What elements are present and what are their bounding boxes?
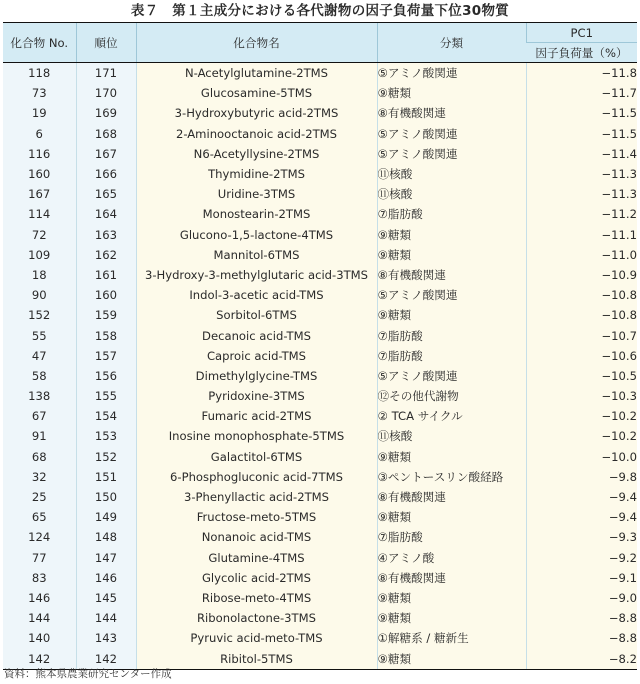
cell-compound-no: 19 [3, 103, 76, 123]
cell-compound-no: 142 [3, 648, 76, 669]
cell-compound-no: 167 [3, 184, 76, 204]
cell-compound-no: 91 [3, 426, 76, 446]
cell-compound-no: 32 [3, 467, 76, 487]
cell-rank: 168 [76, 124, 136, 144]
cell-compound-name: Monostearin-2TMS [136, 204, 377, 224]
cell-loading: −9.1 [526, 568, 637, 588]
cell-rank: 170 [76, 83, 136, 103]
table-row [3, 305, 637, 325]
cell-loading: −8.2 [526, 648, 637, 669]
cell-compound-no: 55 [3, 325, 76, 345]
cell-loading: −10.9 [526, 265, 637, 285]
table-row [3, 467, 637, 487]
header-compound-no: 化合物 No. [3, 23, 76, 63]
cell-rank: 151 [76, 467, 136, 487]
table-row [3, 184, 637, 204]
cell-class: ⑪核酸 [377, 164, 526, 184]
cell-compound-no: 144 [3, 608, 76, 628]
cell-class: ⑪核酸 [377, 426, 526, 446]
cell-compound-no: 140 [3, 628, 76, 648]
cell-rank: 144 [76, 608, 136, 628]
cell-class: ⑨糖類 [377, 588, 526, 608]
cell-loading: −9.0 [526, 588, 637, 608]
cell-compound-name: 3-Phenyllactic acid-2TMS [136, 487, 377, 507]
cell-loading: −11.8 [526, 63, 637, 84]
cell-class: ⑤アミノ酸関連 [377, 63, 526, 84]
cell-class: ⑨糖類 [377, 225, 526, 245]
cell-loading: −9.4 [526, 507, 637, 527]
cell-compound-name: Nonanoic acid-TMS [136, 527, 377, 547]
cell-compound-name: Fructose-meto-5TMS [136, 507, 377, 527]
cell-compound-name: N-Acetylglutamine-2TMS [136, 63, 377, 84]
cell-loading: −10.8 [526, 305, 637, 325]
table-row [3, 285, 637, 305]
cell-rank: 166 [76, 164, 136, 184]
cell-compound-no: 67 [3, 406, 76, 426]
cell-compound-name: Ribonolactone-3TMS [136, 608, 377, 628]
cell-compound-name: Fumaric acid-2TMS [136, 406, 377, 426]
cell-loading: −11.1 [526, 225, 637, 245]
cell-rank: 143 [76, 628, 136, 648]
cell-rank: 157 [76, 346, 136, 366]
cell-rank: 145 [76, 588, 136, 608]
cell-loading: −11.2 [526, 204, 637, 224]
cell-loading: −8.8 [526, 608, 637, 628]
cell-compound-no: 146 [3, 588, 76, 608]
cell-compound-name: Glucono-1,5-lactone-4TMS [136, 225, 377, 245]
cell-rank: 153 [76, 426, 136, 446]
cell-compound-name: 3-Hydroxybutyric acid-2TMS [136, 103, 377, 123]
cell-rank: 149 [76, 507, 136, 527]
cell-loading: −11.5 [526, 124, 637, 144]
cell-loading: −11.3 [526, 184, 637, 204]
cell-compound-no: 90 [3, 285, 76, 305]
table-row [3, 225, 637, 245]
table-row [3, 406, 637, 426]
cell-class: ⑫その他代謝物 [377, 386, 526, 406]
cell-compound-no: 72 [3, 225, 76, 245]
cell-rank: 147 [76, 548, 136, 568]
cell-compound-name: Glycolic acid-2TMS [136, 568, 377, 588]
cell-loading: −10.0 [526, 447, 637, 467]
table-row [3, 548, 637, 568]
cell-loading: −9.2 [526, 548, 637, 568]
cell-class: ⑨糖類 [377, 245, 526, 265]
cell-class: ⑤アミノ酸関連 [377, 285, 526, 305]
cell-loading: −10.5 [526, 366, 637, 386]
table-row [3, 426, 637, 446]
cell-compound-name: Glucosamine-5TMS [136, 83, 377, 103]
cell-loading: −10.6 [526, 346, 637, 366]
cell-loading: −9.8 [526, 467, 637, 487]
cell-loading: −11.5 [526, 103, 637, 123]
header-class: 分類 [377, 23, 526, 63]
cell-rank: 169 [76, 103, 136, 123]
cell-compound-no: 83 [3, 568, 76, 588]
cell-compound-no: 116 [3, 144, 76, 164]
cell-class: ⑨糖類 [377, 305, 526, 325]
cell-rank: 162 [76, 245, 136, 265]
cell-loading: −10.3 [526, 386, 637, 406]
cell-class: ⑨糖類 [377, 83, 526, 103]
table-row [3, 346, 637, 366]
cell-class: ⑤アミノ酸関連 [377, 366, 526, 386]
cell-rank: 152 [76, 447, 136, 467]
cell-compound-name: Decanoic acid-TMS [136, 325, 377, 345]
cell-compound-name: 6-Phosphogluconic acid-7TMS [136, 467, 377, 487]
cell-class: ⑦脂肪酸 [377, 325, 526, 345]
cell-compound-no: 118 [3, 63, 76, 84]
cell-compound-name: Dimethylglycine-TMS [136, 366, 377, 386]
cell-compound-no: 152 [3, 305, 76, 325]
cell-class: ② TCA サイクル [377, 406, 526, 426]
cell-rank: 163 [76, 225, 136, 245]
cell-rank: 165 [76, 184, 136, 204]
cell-class: ⑨糖類 [377, 648, 526, 669]
cell-compound-no: 18 [3, 265, 76, 285]
cell-rank: 156 [76, 366, 136, 386]
cell-loading: −10.2 [526, 406, 637, 426]
cell-compound-name: Sorbitol-6TMS [136, 305, 377, 325]
cell-compound-no: 124 [3, 527, 76, 547]
cell-loading: −9.4 [526, 487, 637, 507]
cell-rank: 161 [76, 265, 136, 285]
cell-rank: 148 [76, 527, 136, 547]
cell-compound-no: 68 [3, 447, 76, 467]
cell-compound-name: Thymidine-2TMS [136, 164, 377, 184]
cell-rank: 150 [76, 487, 136, 507]
cell-class: ⑧有機酸関連 [377, 568, 526, 588]
cell-compound-no: 25 [3, 487, 76, 507]
cell-compound-no: 58 [3, 366, 76, 386]
cell-compound-name: 2-Aminooctanoic acid-2TMS [136, 124, 377, 144]
cell-loading: −10.8 [526, 285, 637, 305]
table-row [3, 164, 637, 184]
table-row [3, 386, 637, 406]
cell-rank: 142 [76, 648, 136, 669]
cell-class: ⑧有機酸関連 [377, 103, 526, 123]
cell-class: ⑧有機酸関連 [377, 487, 526, 507]
cell-loading: −10.2 [526, 426, 637, 446]
cell-compound-name: Uridine-3TMS [136, 184, 377, 204]
cell-class: ⑨糖類 [377, 507, 526, 527]
table-row [3, 265, 637, 285]
cell-rank: 164 [76, 204, 136, 224]
cell-compound-no: 73 [3, 83, 76, 103]
table-row [3, 447, 637, 467]
table-row [3, 366, 637, 386]
cell-rank: 158 [76, 325, 136, 345]
cell-compound-name: N6-Acetyllysine-2TMS [136, 144, 377, 164]
header-pc1: PC1 [526, 23, 637, 43]
cell-compound-no: 47 [3, 346, 76, 366]
cell-compound-no: 77 [3, 548, 76, 568]
cell-compound-no: 109 [3, 245, 76, 265]
table-row [3, 124, 637, 144]
table-row [3, 63, 637, 84]
cell-rank: 160 [76, 285, 136, 305]
cell-class: ⑧有機酸関連 [377, 265, 526, 285]
table-row [3, 103, 637, 123]
cell-compound-name: Inosine monophosphate-5TMS [136, 426, 377, 446]
cell-class: ⑪核酸 [377, 184, 526, 204]
header-rank: 順位 [76, 23, 136, 63]
cell-loading: −11.4 [526, 144, 637, 164]
table-row [3, 83, 637, 103]
cell-compound-name: Pyruvic acid-meto-TMS [136, 628, 377, 648]
cell-rank: 159 [76, 305, 136, 325]
cell-rank: 155 [76, 386, 136, 406]
cell-rank: 146 [76, 568, 136, 588]
cell-loading: −11.0 [526, 245, 637, 265]
cell-compound-name: Ribose-meto-4TMS [136, 588, 377, 608]
cell-compound-no: 65 [3, 507, 76, 527]
cell-compound-name: Mannitol-6TMS [136, 245, 377, 265]
header-compound-name: 化合物名 [136, 23, 377, 63]
metabolite-table [3, 22, 637, 670]
cell-class: ⑤アミノ酸関連 [377, 124, 526, 144]
cell-rank: 167 [76, 144, 136, 164]
cell-class: ⑦脂肪酸 [377, 204, 526, 224]
cell-compound-name: Pyridoxine-3TMS [136, 386, 377, 406]
cell-compound-no: 114 [3, 204, 76, 224]
table-row [3, 487, 637, 507]
header-loading: 因子負荷量（%） [526, 43, 637, 63]
cell-compound-name: Indol-3-acetic acid-TMS [136, 285, 377, 305]
table-row [3, 527, 637, 547]
source-note: 資料：熊本県農業研究センター作成 [4, 668, 172, 680]
cell-class: ④アミノ酸 [377, 548, 526, 568]
cell-compound-name: Ribitol-5TMS [136, 648, 377, 669]
table-row [3, 568, 637, 588]
cell-compound-name: 3-Hydroxy-3-methylglutaric acid-3TMS [136, 265, 377, 285]
cell-class: ⑤アミノ酸関連 [377, 144, 526, 164]
table-row [3, 507, 637, 527]
table-row [3, 325, 637, 345]
table-title: 表７ 第１主成分における各代謝物の因子負荷量下位30物質 [130, 3, 510, 19]
cell-loading: −11.3 [526, 164, 637, 184]
cell-compound-name: Caproic acid-TMS [136, 346, 377, 366]
cell-class: ⑦脂肪酸 [377, 527, 526, 547]
cell-compound-no: 160 [3, 164, 76, 184]
cell-rank: 171 [76, 63, 136, 84]
cell-loading: −11.7 [526, 83, 637, 103]
cell-class: ⑦脂肪酸 [377, 346, 526, 366]
table-row [3, 204, 637, 224]
cell-compound-name: Galactitol-6TMS [136, 447, 377, 467]
cell-loading: −10.7 [526, 325, 637, 345]
cell-compound-no: 6 [3, 124, 76, 144]
table-row [3, 628, 637, 648]
table-row [3, 245, 637, 265]
table-row [3, 608, 637, 628]
cell-rank: 154 [76, 406, 136, 426]
cell-class: ⑨糖類 [377, 608, 526, 628]
table-body [3, 63, 637, 670]
cell-loading: −9.3 [526, 527, 637, 547]
cell-class: ⑨糖類 [377, 447, 526, 467]
cell-class: ③ペントースリン酸経路 [377, 467, 526, 487]
cell-loading: −8.8 [526, 628, 637, 648]
table-row [3, 588, 637, 608]
cell-class: ①解糖系 / 糖新生 [377, 628, 526, 648]
cell-compound-no: 138 [3, 386, 76, 406]
table-row [3, 144, 637, 164]
cell-compound-name: Glutamine-4TMS [136, 548, 377, 568]
